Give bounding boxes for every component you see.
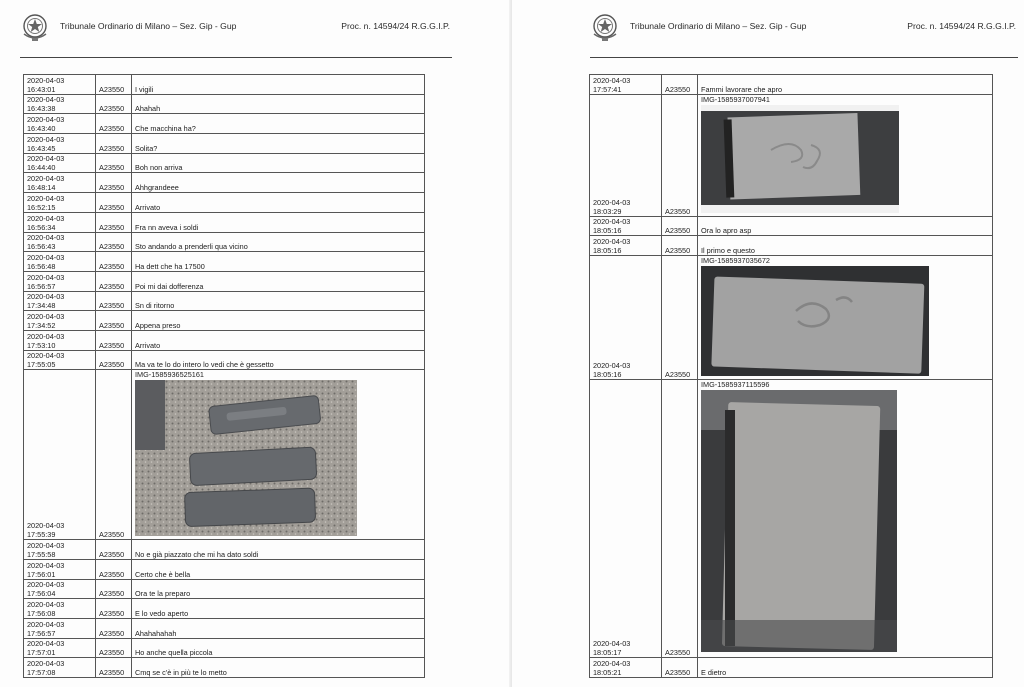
message-time: 17:56:57 xyxy=(27,628,56,638)
timestamp-cell xyxy=(24,271,96,291)
message-time: 17:56:08 xyxy=(27,609,56,619)
sender-id-cell: A23550 xyxy=(662,658,698,678)
message-text: Poi mi dai dofferenza xyxy=(132,271,425,291)
message-text: Cmq se c'è in più te lo metto xyxy=(132,658,425,678)
message-date: 2020-04-03 xyxy=(27,311,65,321)
message-date: 2020-04-03 xyxy=(593,197,631,207)
message-text: Appena preso xyxy=(132,311,425,331)
image-filename: IMG-1585937115596 xyxy=(701,380,770,390)
message-time: 16:44:40 xyxy=(27,163,56,173)
sender-id-cell: A23550 xyxy=(96,153,132,173)
timestamp-cell xyxy=(24,350,96,370)
message-date: 2020-04-03 xyxy=(27,639,65,649)
sender-id-cell: A23550 xyxy=(96,658,132,678)
message-time: 16:43:45 xyxy=(27,143,56,153)
message-text: Sto andando a prenderli qua vicino xyxy=(132,232,425,252)
chat-log-table xyxy=(23,74,425,678)
sender-id-cell: A23550 xyxy=(96,291,132,311)
sender-id-cell: A23550 xyxy=(96,193,132,213)
timestamp-cell xyxy=(24,560,96,580)
message-time: 17:56:01 xyxy=(27,569,56,579)
message-time: 16:56:57 xyxy=(27,281,56,291)
image-message-row xyxy=(590,256,993,380)
message-row xyxy=(24,560,425,580)
message-text: Arrivato xyxy=(132,193,425,213)
image-attachment-cell xyxy=(132,370,425,540)
message-text: Fammi lavorare che apro xyxy=(698,75,993,95)
image-attachment-cell xyxy=(698,256,993,380)
proceeding-number: Proc. n. 14594/24 R.G.G.I.P. xyxy=(907,21,1016,31)
message-text: Ahhgrandeee xyxy=(132,173,425,193)
message-time: 18:05:21 xyxy=(593,667,622,677)
court-name: Tribunale Ordinario di Milano – Sez. Gip - Gup xyxy=(630,21,807,31)
sender-id-cell: A23550 xyxy=(662,236,698,256)
message-date: 2020-04-03 xyxy=(593,639,631,649)
republic-emblem-icon xyxy=(590,12,620,44)
message-time: 18:05:16 xyxy=(593,370,622,380)
message-time: 17:55:58 xyxy=(27,550,56,559)
message-date: 2020-04-03 xyxy=(27,233,65,243)
message-text: E dietro xyxy=(698,658,993,678)
sender-id-cell: A23550 xyxy=(96,599,132,619)
message-date: 2020-04-03 xyxy=(27,213,65,223)
timestamp-cell xyxy=(24,212,96,232)
message-date: 2020-04-03 xyxy=(27,252,65,262)
message-row xyxy=(590,216,993,236)
message-row xyxy=(24,291,425,311)
timestamp-cell xyxy=(24,252,96,272)
sender-id-cell: A23550 xyxy=(96,540,132,560)
message-row xyxy=(24,153,425,173)
image-message-row xyxy=(24,370,425,540)
sender-id-cell: A23550 xyxy=(96,350,132,370)
message-date: 2020-04-03 xyxy=(27,560,65,570)
timestamp-cell xyxy=(24,193,96,213)
image-attachment-cell xyxy=(698,380,993,658)
page-header xyxy=(20,12,450,52)
message-time: 17:57:41 xyxy=(593,84,622,94)
timestamp-cell xyxy=(24,75,96,95)
message-time: 16:43:40 xyxy=(27,124,56,134)
timestamp-cell xyxy=(590,236,662,256)
sender-id-cell: A23550 xyxy=(96,114,132,134)
sender-id-cell: A23550 xyxy=(96,619,132,639)
document-page-right xyxy=(512,0,1024,687)
message-row xyxy=(24,658,425,678)
message-time: 16:48:14 xyxy=(27,183,56,193)
message-date: 2020-04-03 xyxy=(27,541,65,550)
message-text: Ora lo apro asp xyxy=(698,216,993,236)
timestamp-cell xyxy=(24,153,96,173)
message-date: 2020-04-03 xyxy=(27,193,65,203)
timestamp-cell xyxy=(590,380,662,658)
header-divider xyxy=(590,57,1018,58)
timestamp-cell xyxy=(24,579,96,599)
message-date: 2020-04-03 xyxy=(593,237,631,247)
message-row xyxy=(24,75,425,95)
timestamp-cell xyxy=(590,75,662,95)
message-time: 17:57:08 xyxy=(27,668,56,678)
message-time: 18:05:16 xyxy=(593,246,622,256)
timestamp-cell xyxy=(24,173,96,193)
message-date: 2020-04-03 xyxy=(27,272,65,282)
timestamp-cell xyxy=(590,94,662,216)
timestamp-cell xyxy=(24,619,96,639)
message-date: 2020-04-03 xyxy=(27,659,65,669)
timestamp-cell xyxy=(24,599,96,619)
sender-id-cell: A23550 xyxy=(96,94,132,114)
message-text: Ahahahahah xyxy=(132,619,425,639)
sender-id-cell: A23550 xyxy=(96,579,132,599)
message-text: Fra nn aveva i soldi xyxy=(132,212,425,232)
evidence-photo xyxy=(701,266,929,376)
message-row xyxy=(24,193,425,213)
proceeding-number: Proc. n. 14594/24 R.G.G.I.P. xyxy=(341,21,450,31)
message-row xyxy=(24,540,425,560)
message-date: 2020-04-03 xyxy=(27,134,65,144)
message-date: 2020-04-03 xyxy=(593,75,631,85)
message-row xyxy=(24,638,425,658)
message-date: 2020-04-03 xyxy=(593,217,631,227)
message-time: 18:05:17 xyxy=(593,648,622,658)
message-row xyxy=(24,311,425,331)
timestamp-cell xyxy=(24,311,96,331)
sender-id-cell: A23550 xyxy=(662,380,698,658)
sender-id-cell: A23550 xyxy=(662,216,698,236)
timestamp-cell xyxy=(590,256,662,380)
message-row xyxy=(590,658,993,678)
message-date: 2020-04-03 xyxy=(27,580,65,590)
message-date: 2020-04-03 xyxy=(27,75,65,85)
chat-log-table xyxy=(589,74,993,678)
message-time: 16:56:34 xyxy=(27,222,56,232)
message-date: 2020-04-03 xyxy=(27,115,65,125)
timestamp-cell xyxy=(24,291,96,311)
court-name: Tribunale Ordinario di Milano – Sez. Gip - Gup xyxy=(60,21,237,31)
timestamp-cell xyxy=(590,658,662,678)
sender-id-cell: A23550 xyxy=(96,75,132,95)
timestamp-cell xyxy=(24,658,96,678)
sender-id-cell: A23550 xyxy=(662,75,698,95)
message-date: 2020-04-03 xyxy=(27,331,65,341)
message-time: 17:55:05 xyxy=(27,360,56,370)
message-time: 18:03:29 xyxy=(593,206,622,216)
message-text: Ma va te lo do intero lo vedi che è gessetto xyxy=(132,350,425,370)
message-time: 16:43:38 xyxy=(27,104,56,114)
sender-id-cell: A23550 xyxy=(96,134,132,154)
timestamp-cell xyxy=(24,638,96,658)
message-text: Che macchina ha? xyxy=(132,114,425,134)
message-row xyxy=(24,330,425,350)
message-time: 17:34:48 xyxy=(27,301,56,311)
message-date: 2020-04-03 xyxy=(27,292,65,302)
message-date: 2020-04-03 xyxy=(27,95,65,105)
message-row xyxy=(24,271,425,291)
message-row xyxy=(590,236,993,256)
message-text: Solita? xyxy=(132,134,425,154)
message-text: Ho anche quella piccola xyxy=(132,638,425,658)
message-date: 2020-04-03 xyxy=(27,600,65,610)
message-row xyxy=(24,599,425,619)
sender-id-cell: A23550 xyxy=(662,94,698,216)
message-time: 17:56:04 xyxy=(27,589,56,599)
message-row xyxy=(24,619,425,639)
message-text: Ahahah xyxy=(132,94,425,114)
message-text: Ha dett che ha 17500 xyxy=(132,252,425,272)
message-row xyxy=(24,579,425,599)
sender-id-cell: A23550 xyxy=(96,311,132,331)
message-time: 16:52:15 xyxy=(27,202,56,212)
message-time: 18:05:16 xyxy=(593,226,622,236)
image-attachment-cell xyxy=(698,94,993,216)
message-time: 17:55:39 xyxy=(27,530,56,540)
message-time: 17:53:10 xyxy=(27,340,56,350)
timestamp-cell xyxy=(24,330,96,350)
timestamp-cell xyxy=(24,114,96,134)
message-text: Sn di ritorno xyxy=(132,291,425,311)
timestamp-cell xyxy=(24,134,96,154)
message-time: 16:43:01 xyxy=(27,84,56,94)
message-date: 2020-04-03 xyxy=(27,521,65,531)
message-row xyxy=(24,94,425,114)
message-text: E lo vedo aperto xyxy=(132,599,425,619)
timestamp-cell xyxy=(590,216,662,236)
evidence-photo xyxy=(701,105,899,213)
message-row xyxy=(24,114,425,134)
page-header xyxy=(590,12,1016,52)
message-text: Il primo e questo xyxy=(698,236,993,256)
sender-id-cell: A23550 xyxy=(96,560,132,580)
sender-id-cell: A23550 xyxy=(96,271,132,291)
timestamp-cell xyxy=(24,540,96,560)
message-date: 2020-04-03 xyxy=(27,619,65,629)
message-time: 17:57:01 xyxy=(27,648,56,658)
message-text: I vigili xyxy=(132,75,425,95)
message-time: 16:56:43 xyxy=(27,242,56,252)
timestamp-cell xyxy=(24,232,96,252)
image-message-row xyxy=(590,380,993,658)
message-row xyxy=(590,75,993,95)
message-row xyxy=(24,252,425,272)
evidence-photo xyxy=(135,380,357,536)
message-text: Arrivato xyxy=(132,330,425,350)
image-filename: IMG-1585937007941 xyxy=(701,94,770,104)
message-date: 2020-04-03 xyxy=(27,351,65,361)
image-message-row xyxy=(590,94,993,216)
message-time: 16:56:48 xyxy=(27,261,56,271)
message-text: Ora te la preparo xyxy=(132,579,425,599)
message-date: 2020-04-03 xyxy=(593,361,631,371)
sender-id-cell: A23550 xyxy=(96,173,132,193)
message-row xyxy=(24,173,425,193)
message-row xyxy=(24,212,425,232)
message-date: 2020-04-03 xyxy=(593,658,631,668)
evidence-photo xyxy=(701,390,897,652)
sender-id-cell: A23550 xyxy=(96,638,132,658)
sender-id-cell: A23550 xyxy=(662,256,698,380)
sender-id-cell: A23550 xyxy=(96,212,132,232)
message-time: 17:34:52 xyxy=(27,320,56,330)
sender-id-cell: A23550 xyxy=(96,370,132,540)
sender-id-cell: A23550 xyxy=(96,232,132,252)
header-divider xyxy=(20,57,452,58)
image-filename: IMG-1585936525161 xyxy=(135,370,204,380)
message-row xyxy=(24,134,425,154)
message-date: 2020-04-03 xyxy=(27,174,65,184)
message-text: Certo che è bella xyxy=(132,560,425,580)
message-date: 2020-04-03 xyxy=(27,154,65,164)
sender-id-cell: A23550 xyxy=(96,252,132,272)
message-row xyxy=(24,232,425,252)
timestamp-cell xyxy=(24,94,96,114)
republic-emblem-icon xyxy=(20,12,50,44)
message-text: Boh non arriva xyxy=(132,153,425,173)
image-filename: IMG-1585937035672 xyxy=(701,256,770,266)
timestamp-cell xyxy=(24,370,96,540)
sender-id-cell: A23550 xyxy=(96,330,132,350)
message-text: No e già piazzato che mi ha dato soldi xyxy=(132,540,425,560)
message-row xyxy=(24,350,425,370)
